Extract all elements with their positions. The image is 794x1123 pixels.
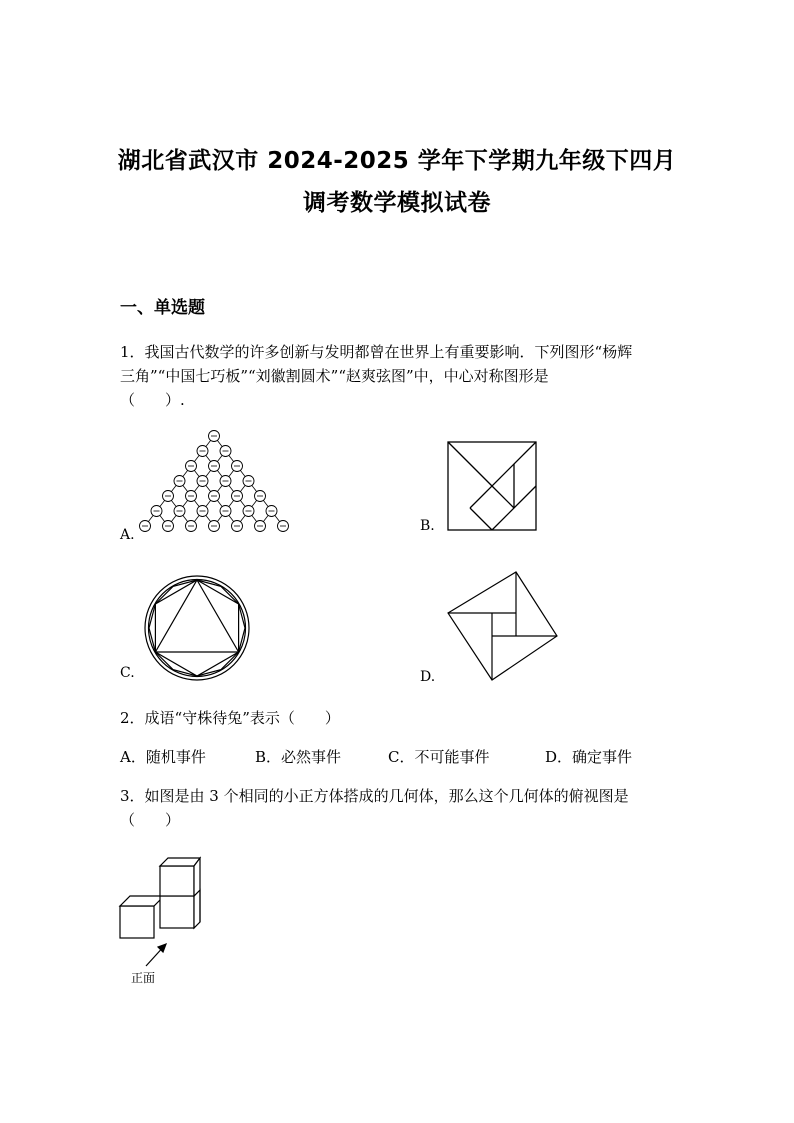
tangram-figure: [444, 438, 540, 534]
question-1-line-2: 三角”“中国七巧板”“刘徽割圆术”“赵爽弦图”中，中心对称图形是: [120, 367, 549, 385]
q2-option-d: D．确定事件: [545, 748, 633, 766]
question-2: 2．成语“守株待兔”表示（ ）: [120, 709, 340, 727]
q1-option-c-label: C.: [120, 665, 135, 681]
q2-option-a: A．随机事件: [120, 748, 206, 766]
liuhui-circle-figure: [142, 573, 252, 683]
q1-option-d-label: D.: [420, 669, 436, 685]
yanghui-triangle-figure: [142, 428, 292, 540]
paper-title-line-2: 调考数学模拟试卷: [303, 190, 491, 216]
question-1-line-1: 1．我国古代数学的许多创新与发明都曾在世界上有重要影响．下列图形“杨辉: [120, 343, 633, 361]
question-3-line-1: 3．如图是由 3 个相同的小正方体搭成的几何体，那么这个几何体的俯视图是: [120, 787, 629, 805]
paper-title-line-1: 湖北省武汉市 2024-2025 学年下学期九年级下四月: [117, 148, 677, 174]
front-view-label: 正面: [131, 971, 156, 985]
question-3: [120, 784, 680, 832]
q2-option-b: B．必然事件: [255, 748, 342, 766]
zhaoshuang-figure: [444, 569, 560, 685]
q1-option-a-label: A.: [120, 527, 135, 543]
q1-option-b-label: B.: [420, 518, 435, 534]
question-1-line-3: （ ）.: [120, 391, 185, 409]
question-3-line-2: （ ）: [120, 811, 181, 829]
section-heading: 一、单选题: [120, 298, 205, 318]
question-1: [120, 340, 680, 412]
q2-option-c: C．不可能事件: [388, 748, 490, 766]
